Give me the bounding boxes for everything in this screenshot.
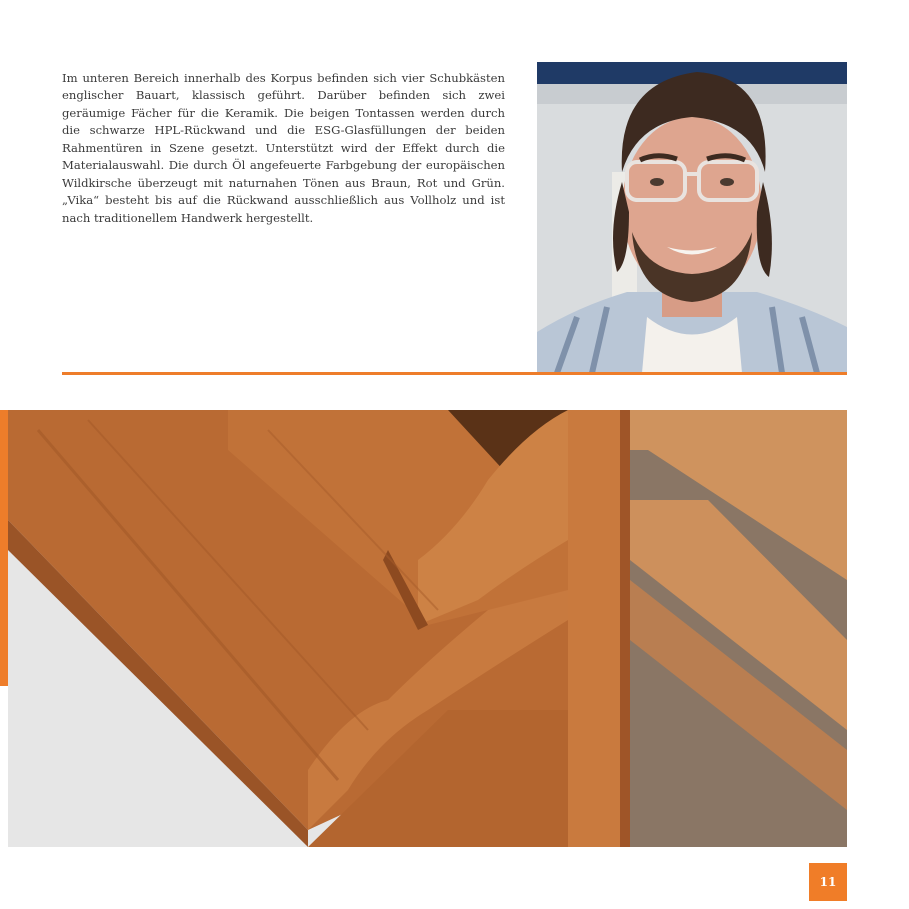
portrait-photo (537, 62, 847, 373)
article-body-text: Im unteren Bereich innerhalb des Korpus befinden sich vier Schubkästen englischer Bauart, klassisch geführt. Darüber befinden sich zwei geräumige Fächer für die Keramik. Die beigen Tontassen werden durch die schwarze HPL-Rückwand und die ESG-Glasfüllungen der beiden Rahmentüren in Szene gesetzt. Unterstützt wird der Effekt durch die Materialauswahl. Die durch Öl angefeuerte Farbgebung der europäischen Wildkirsche überzeugt mit naturnahen Tönen aus Braun, Rot und Grün. „Vika“ besteht bis auf die Rückwand ausschließlich aus Vollholz und ist nach traditionellem Handwerk hergestellt. (62, 70, 505, 225)
section-divider (62, 372, 847, 375)
side-accent-bar (0, 410, 8, 686)
page-number-badge: 11 (809, 863, 847, 901)
furniture-drawer-photo (8, 410, 847, 847)
